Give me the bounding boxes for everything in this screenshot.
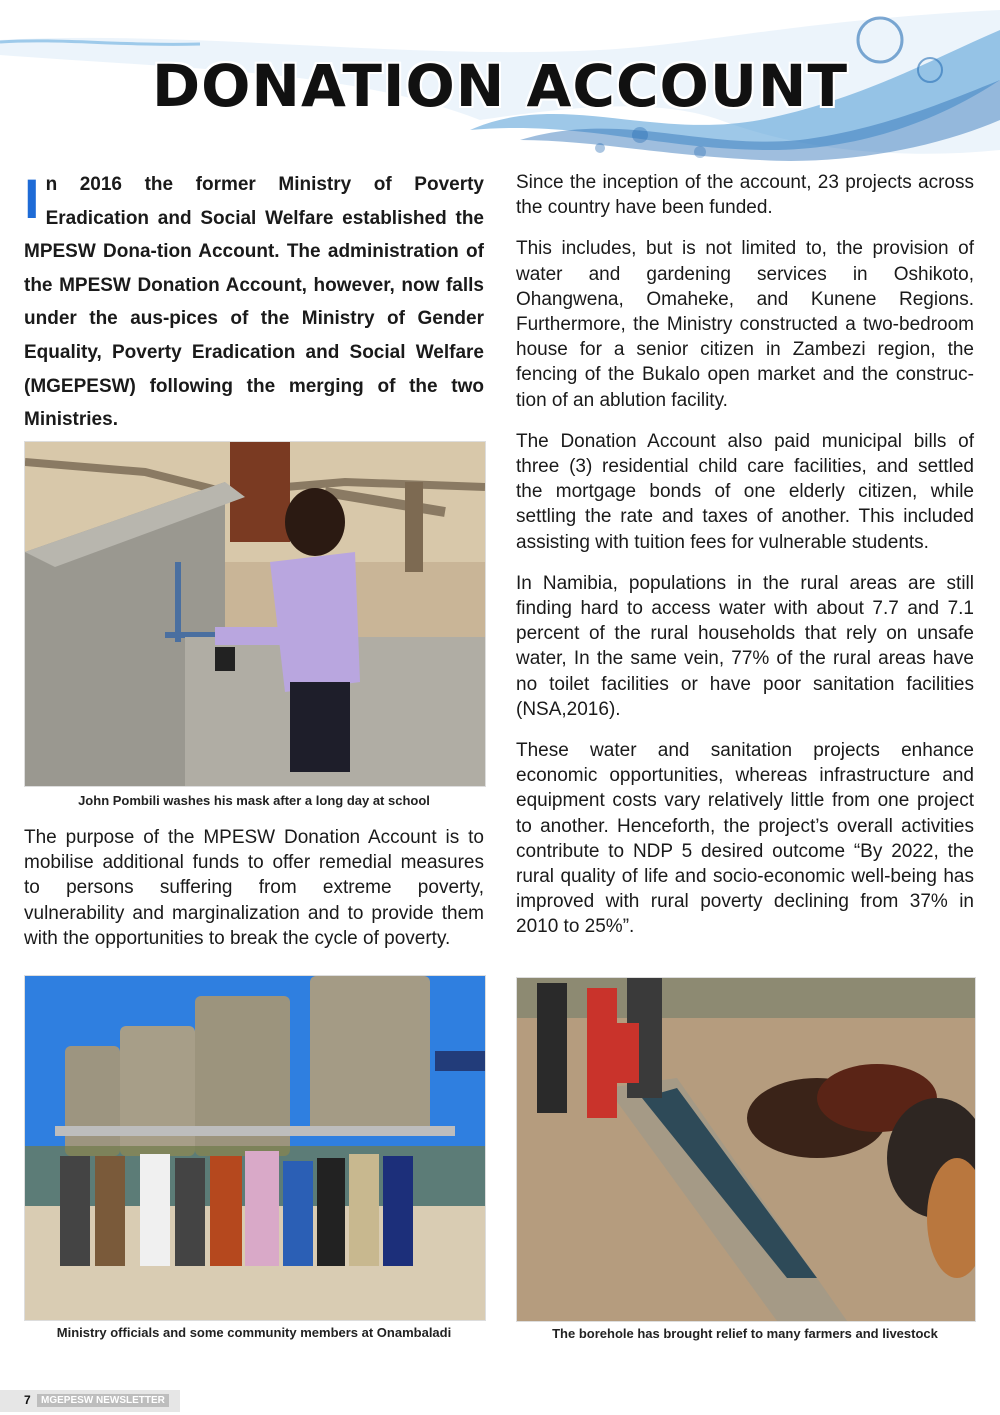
right-column — [516, 170, 974, 956]
photo-officials-water-tanks — [24, 975, 486, 1321]
photo-caption-livestock: The borehole has brought relief to many farmers and livestock — [552, 1326, 938, 1341]
paragraph-sanitation-projects: These water and sanitation projects enhance economic opportunities, whereas infrastructure and equipment costs vary relatively little from one project to another. Henceforth, the project’s overall activities contribute to NDP 5 desired outcome “By 2022, the rural quality of life and socio-economic well-being has improved with rural poverty declining from 37% in 2010 to 25%”. — [516, 740, 974, 938]
drop-cap: I — [24, 167, 40, 230]
page-number: 7 — [24, 1393, 31, 1407]
newsletter-label: MGEPESW NEWSLETTER — [37, 1394, 169, 1407]
photo-boy-at-tap — [24, 441, 486, 787]
paragraph-provision: This includes, but is not limited to, the provision of water and gardening services in Oshikoto, Ohangwena, Omaheke, and Kunene Regions. Furthermore, the Ministry constructed a two-bedroom house for a senior citizen in Zambezi region, the fencing of the Bukalo open market and the construc-tion of an ablution facility. — [516, 238, 974, 411]
intro-paragraph — [24, 168, 484, 437]
photo-livestock-trough — [516, 977, 976, 1322]
intro-text: n 2016 the former Ministry of Poverty Eradication and Social Welfare established the MPESW Dona-tion Account. The administration of the MPESW Donation Account, however, now falls under the aus-pices of the Ministry of Gender Equality, Poverty Eradication and Social Welfare (MGEPESW) following the merging of the two Ministries. — [24, 174, 484, 431]
paragraph-rural-water: In Namibia, populations in the rural areas are still finding hard to access water with about 7.7 and 7.1 percent of the rural households that rely on unsafe water, In the same vein, 77% of the rural areas have no toilet facilities or have poor sanitation facilities (NSA,2016). — [516, 572, 974, 720]
photo-caption-officials: Ministry officials and some community members at Onambaladi — [56, 1325, 452, 1340]
paragraph-municipal-bills: The Donation Account also paid municipal bills of three (3) residential child care facilities, and settled the mortgage bonds of one elderly citizen, while settling the rate and taxes of another. This included assisting with tuition fees for vulnerable students. — [516, 430, 974, 553]
photo-caption-boy: John Pombili washes his mask after a long day at school — [78, 793, 430, 808]
purpose-paragraph — [24, 825, 484, 967]
page-title: DONATION ACCOUNT — [151, 52, 849, 120]
paragraph-projects-funded: Since the inception of the account, 23 projects across the country have been funded. — [516, 172, 974, 219]
purpose-text: The purpose of the MPESW Donation Account is to mobilise additional funds to offer remedial measures to persons suffering from extreme poverty, vulnerability and marginalization and to provide them with the opportunities to break the cycle of poverty. — [24, 827, 484, 949]
